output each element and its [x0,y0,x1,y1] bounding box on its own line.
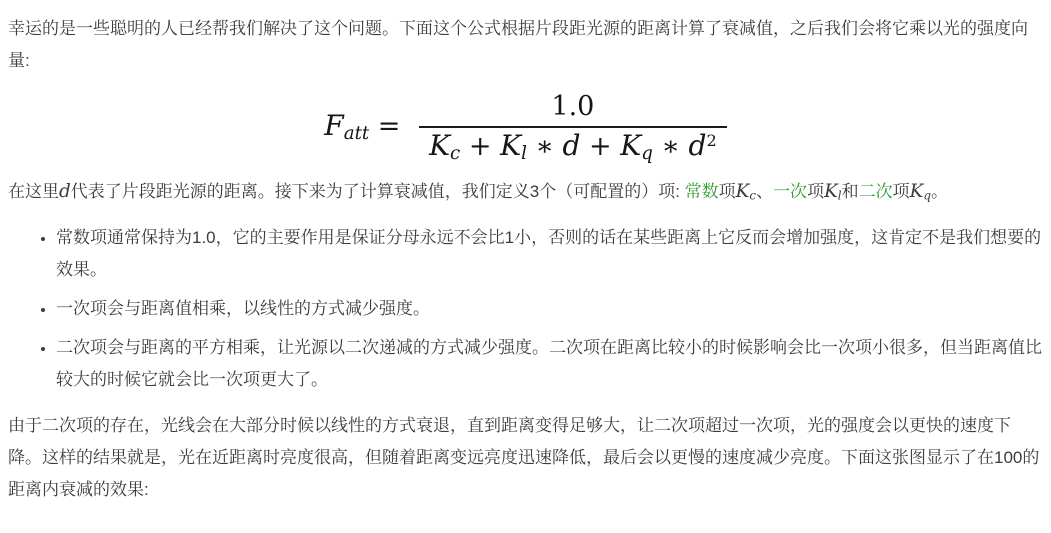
text-segment: 项 [807,182,825,201]
text-segment: 1.0 [551,91,595,122]
text-segment: att [343,122,370,144]
text-segment: d [562,128,581,162]
text-segment: K [620,128,642,162]
text-segment: K [500,128,522,162]
text-segment: d [59,181,71,202]
text-segment: 代表了片段距光源的距离。接下来为了计算衰减值，我们定义3个（可配置的）项: [70,182,685,201]
text-segment: = [369,110,410,142]
attenuation-formula [8,91,1043,163]
fraction-denominator [419,126,727,164]
text-segment: 。 [930,182,948,201]
text-segment: 在这里 [8,182,59,201]
text-segment: 和 [841,182,859,201]
text-segment: K [824,181,838,202]
text-segment: 、 [756,182,774,201]
list-item-linear-term: • 一次项会与距离值相乘，以线性的方式减少强度。 [56,293,1043,325]
formula-lhs [324,108,410,144]
term-link-quadratic[interactable]: 二次 [858,182,893,201]
text-segment: d [688,128,707,162]
intro-paragraph: 幸运的是一些聪明的人已经帮我们解决了这个问题。下面这个公式根据片段距光源的距离计算了衰减值，之后我们会将它乘以光的强度向量: [8,19,1028,70]
text-segment: K [909,181,924,202]
text-segment: c [450,142,461,164]
formula-row [324,91,726,163]
closing-paragraph: 由于二次项的存在，光线会在大部分时候以线性的方式衰退，直到距离变得足够大，让二次项超过一次项，光的强度会以更快的速度下降。这样的结果就是，光在近距离时亮度很高，但随着距离变远亮度迅速降低，最后会以更慢的速度减少亮度。下面这张图显示了在100的距离内衰减的效果: [8,416,1040,499]
text-segment: F [324,108,344,142]
text-segment: q [923,188,931,203]
text-segment: K [735,181,750,202]
text-segment: c [749,188,757,203]
term-link-linear[interactable]: 一次 [773,182,808,201]
term-link-constant[interactable]: 常数 [684,182,719,201]
text-segment: 2 [706,130,717,150]
text-segment: q [641,142,653,164]
terms-list [8,222,1043,396]
text-segment: l [521,142,527,164]
text-segment: 项 [892,182,910,201]
list-item-constant-term: • 常数项通常保持为1.0，它的主要作用是保证分母永远不会比1小，否则的话在某些距离上它反而会增加强度，这肯定不是我们想要的效果。 [56,222,1043,286]
text-segment: + [580,130,621,162]
terms-paragraph [8,176,1043,208]
list-item-quadratic-term: • 二次项会与距离的平方相乘，让光源以二次递减的方式减少强度。二次项在距离比较小的时候影响会比一次项小很多，但当距离值比较大的时候它就会比一次项更大了。 [56,332,1043,396]
text-segment: ∗ [526,130,563,162]
content-area [0,13,1051,506]
fraction [419,91,727,163]
text-segment: 项 [718,182,736,201]
text-segment: ∗ [652,130,689,162]
text-segment: l [837,188,842,203]
text-segment: + [460,130,501,162]
fraction-numerator [541,91,604,126]
text-segment: K [429,128,451,162]
